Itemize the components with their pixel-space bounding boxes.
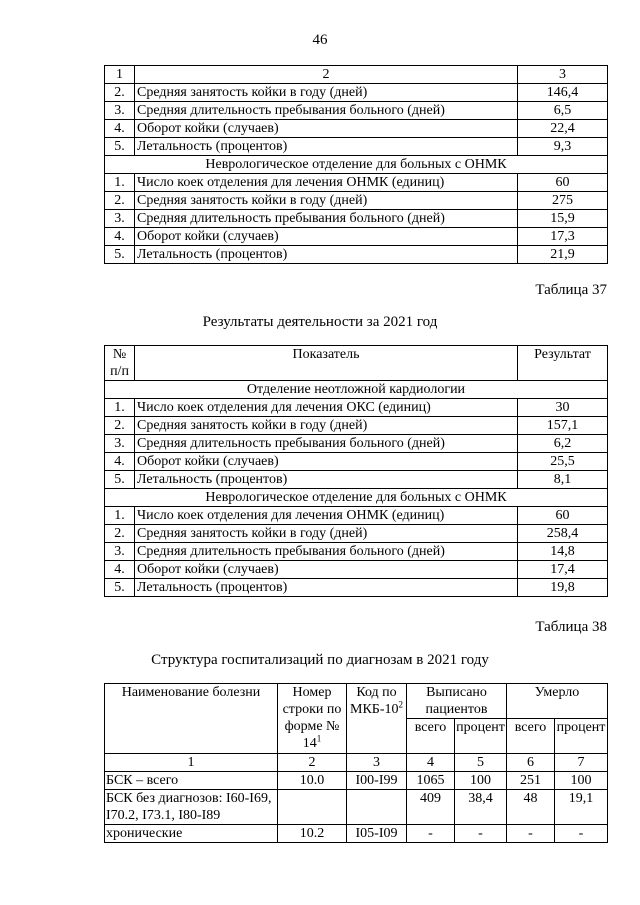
indicator-name: Средняя занятость койки в году (дней)	[135, 417, 518, 435]
row-number: 1.	[105, 507, 135, 525]
table-row	[105, 174, 608, 192]
column-number: 1	[105, 66, 135, 84]
indicator-value: 6,5	[518, 102, 608, 120]
row-number: 2.	[105, 84, 135, 102]
indicator-value: 8,1	[518, 471, 608, 489]
indicator-name: Число коек отделения для лечения ОНМК (единиц)	[135, 174, 518, 192]
table-row	[105, 210, 608, 228]
table-38-label: Таблица 38	[535, 619, 607, 635]
form-row-number: 10.0	[278, 772, 347, 790]
indicator-name: Число коек отделения для лечения ОНМК (единиц)	[135, 507, 518, 525]
table-row	[105, 561, 608, 579]
column-number: 2	[278, 754, 347, 772]
row-number: 2.	[105, 525, 135, 543]
section-row	[105, 489, 608, 507]
disease-name: БСК – всего	[105, 772, 278, 790]
column-number: 6	[507, 754, 555, 772]
discharged-total: 1065	[407, 772, 455, 790]
continued-table	[104, 65, 608, 264]
form-row-number: 10.2	[278, 825, 347, 843]
indicator-value: 258,4	[518, 525, 608, 543]
table-row	[105, 192, 608, 210]
indicator-name: Средняя занятость койки в году (дней)	[135, 192, 518, 210]
header-died-total: всего	[507, 719, 555, 754]
discharged-total: 409	[407, 790, 455, 825]
section-row	[105, 381, 608, 399]
row-number: 5.	[105, 471, 135, 489]
discharged-percent: -	[455, 825, 507, 843]
header-discharged: Выписано пациентов	[407, 684, 507, 719]
indicator-value: 6,2	[518, 435, 608, 453]
indicator-name: Летальность (процентов)	[135, 138, 518, 156]
page-number: 46	[312, 32, 328, 48]
row-number: 4.	[105, 228, 135, 246]
column-number: 3	[347, 754, 407, 772]
header-disease-name: Наименование болезни	[105, 684, 278, 754]
row-number: 1.	[105, 174, 135, 192]
row-number: 4.	[105, 561, 135, 579]
indicator-name: Оборот койки (случаев)	[135, 561, 518, 579]
table-row	[105, 453, 608, 471]
indicator-name: Средняя длительность пребывания больного (дней)	[135, 210, 518, 228]
indicator-name: Оборот койки (случаев)	[135, 453, 518, 471]
row-number: 3.	[105, 543, 135, 561]
indicator-value: 60	[518, 507, 608, 525]
disease-name: БСК без диагнозов: I60-I69, I70.2, I73.1, I80-I89	[105, 790, 278, 825]
table-row	[105, 790, 608, 825]
table-row	[105, 435, 608, 453]
indicator-value: 17,4	[518, 561, 608, 579]
discharged-percent: 38,4	[455, 790, 507, 825]
column-numbers-row	[105, 754, 608, 772]
indicator-name: Оборот койки (случаев)	[135, 228, 518, 246]
row-number: 4.	[105, 453, 135, 471]
column-number: 2	[135, 66, 518, 84]
table-37	[104, 345, 608, 597]
table-row	[105, 138, 608, 156]
table-row	[105, 543, 608, 561]
section-row	[105, 156, 608, 174]
column-number: 3	[518, 66, 608, 84]
header-icd-code: Код по МКБ-$10^2$	[347, 684, 407, 754]
row-number: 3.	[105, 102, 135, 120]
section-title: Неврологическое отделение для больных с ОНМК	[105, 489, 608, 507]
table-row	[105, 579, 608, 597]
row-number: 2.	[105, 192, 135, 210]
table-row	[105, 825, 608, 843]
table-row	[105, 228, 608, 246]
indicator-name: Оборот койки (случаев)	[135, 120, 518, 138]
indicator-value: 60	[518, 174, 608, 192]
discharged-total: -	[407, 825, 455, 843]
header-discharged-percent: процент	[455, 719, 507, 754]
indicator-name: Средняя длительность пребывания больного (дней)	[135, 435, 518, 453]
header-discharged-total: всего	[407, 719, 455, 754]
column-number: 4	[407, 754, 455, 772]
table-37-title: Результаты деятельности за 2021 год	[202, 314, 438, 330]
header-number: № п/п	[105, 346, 135, 381]
died-percent: 19,1	[555, 790, 608, 825]
indicator-name: Средняя занятость койки в году (дней)	[135, 84, 518, 102]
table-row	[105, 507, 608, 525]
table-38	[104, 683, 608, 843]
row-number: 3.	[105, 210, 135, 228]
indicator-name: Летальность (процентов)	[135, 579, 518, 597]
indicator-value: 9,3	[518, 138, 608, 156]
indicator-value: 22,4	[518, 120, 608, 138]
section-title: Отделение неотложной кардиологии	[105, 381, 608, 399]
table-row	[105, 84, 608, 102]
section-title: Неврологическое отделение для больных с ОНМК	[105, 156, 608, 174]
table-row	[105, 772, 608, 790]
row-number: 5.	[105, 579, 135, 597]
table-38-title: Структура госпитализаций по диагнозам в 2021 году	[151, 652, 489, 668]
table-row	[105, 246, 608, 264]
died-total: 48	[507, 790, 555, 825]
indicator-value: 30	[518, 399, 608, 417]
header-row-number: Номер строки по форме № $14^1$	[278, 684, 347, 754]
indicator-name: Число коек отделения для лечения ОКС (единиц)	[135, 399, 518, 417]
header-indicator: Показатель	[135, 346, 518, 381]
column-number: 5	[455, 754, 507, 772]
table-row	[105, 525, 608, 543]
row-number: 1.	[105, 399, 135, 417]
header-died: Умерло	[507, 684, 608, 719]
icd-code	[347, 790, 407, 825]
indicator-name: Средняя занятость койки в году (дней)	[135, 525, 518, 543]
indicator-value: 14,8	[518, 543, 608, 561]
indicator-value: 15,9	[518, 210, 608, 228]
header-died-percent: процент	[555, 719, 608, 754]
indicator-name: Средняя длительность пребывания больного (дней)	[135, 543, 518, 561]
header-row	[105, 66, 608, 84]
disease-name: хронические	[105, 825, 278, 843]
discharged-percent: 100	[455, 772, 507, 790]
form-row-number	[278, 790, 347, 825]
column-number: 1	[105, 754, 278, 772]
died-total: 251	[507, 772, 555, 790]
indicator-name: Летальность (процентов)	[135, 471, 518, 489]
indicator-value: 25,5	[518, 453, 608, 471]
died-percent: 100	[555, 772, 608, 790]
indicator-name: Летальность (процентов)	[135, 246, 518, 264]
table-row	[105, 120, 608, 138]
indicator-value: 157,1	[518, 417, 608, 435]
died-percent: -	[555, 825, 608, 843]
indicator-value: 275	[518, 192, 608, 210]
indicator-value: 17,3	[518, 228, 608, 246]
row-number: 5.	[105, 138, 135, 156]
header-result: Результат	[518, 346, 608, 381]
row-number: 5.	[105, 246, 135, 264]
row-number: 4.	[105, 120, 135, 138]
indicator-value: 21,9	[518, 246, 608, 264]
died-total: -	[507, 825, 555, 843]
row-number: 3.	[105, 435, 135, 453]
indicator-value: 146,4	[518, 84, 608, 102]
table-row	[105, 471, 608, 489]
column-number: 7	[555, 754, 608, 772]
icd-code: I00-I99	[347, 772, 407, 790]
table-row	[105, 399, 608, 417]
icd-code: I05-I09	[347, 825, 407, 843]
table-37-label: Таблица 37	[535, 282, 607, 298]
row-number: 2.	[105, 417, 135, 435]
table-row	[105, 102, 608, 120]
table-row	[105, 417, 608, 435]
indicator-name: Средняя длительность пребывания больного (дней)	[135, 102, 518, 120]
indicator-value: 19,8	[518, 579, 608, 597]
